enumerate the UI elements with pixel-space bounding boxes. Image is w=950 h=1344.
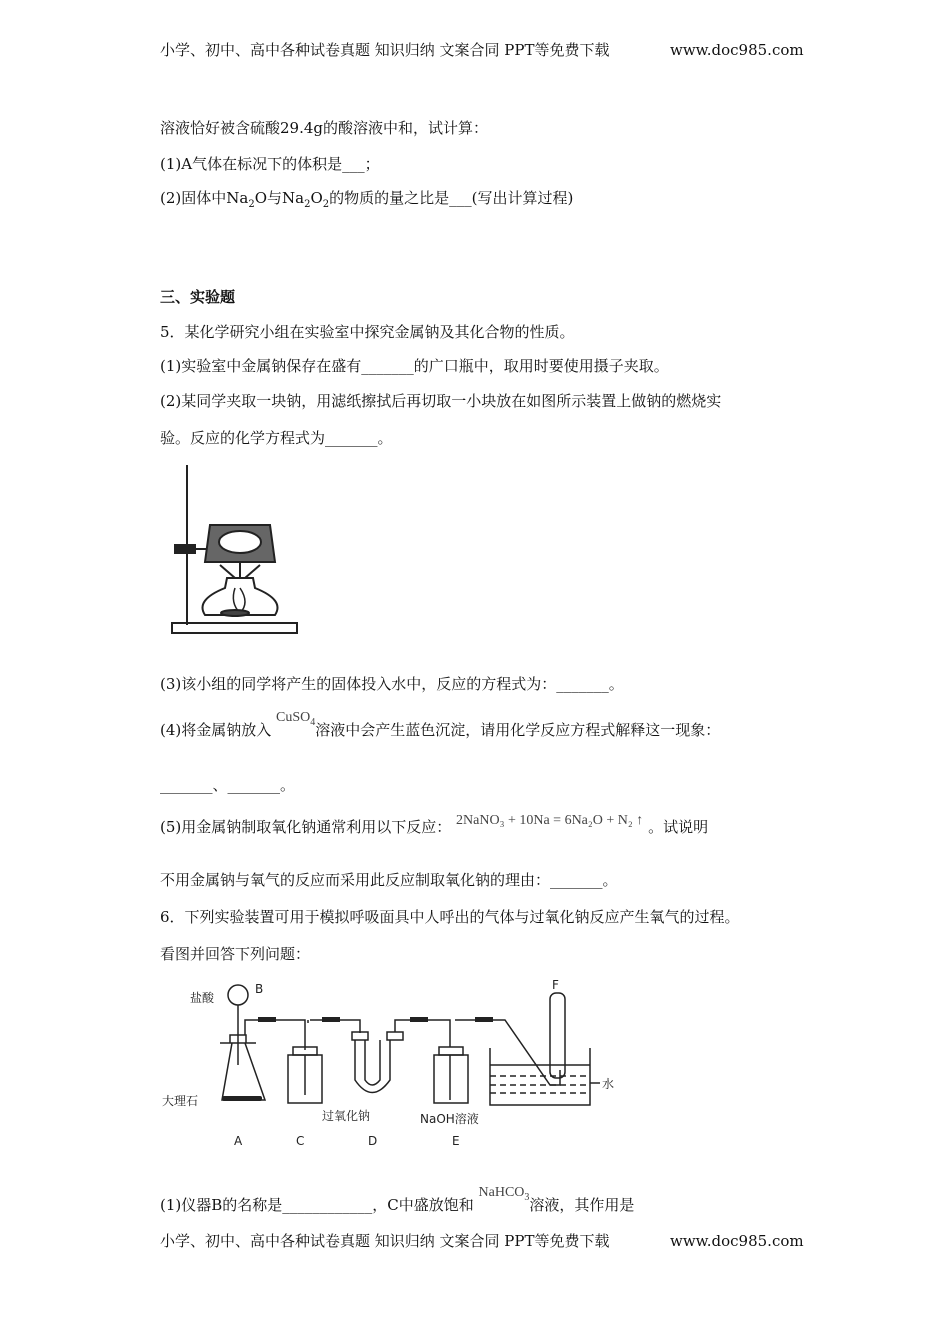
label-naoh: NaOH溶液 bbox=[420, 1112, 479, 1126]
q6-title: 6．下列实验装置可用于模拟呼吸面具中人呼出的气体与过氧化钠反应产生氧气的过程。 bbox=[160, 908, 740, 926]
label-marble: 大理石 bbox=[162, 1094, 199, 1108]
header-text: 小学、初中、高中各种试卷真题 知识归纳 文案合同 PPT等免费下载 bbox=[160, 41, 610, 59]
q5-part2-cont: 验。反应的化学方程式为_______。 bbox=[160, 429, 393, 447]
t: 的物质的量之比是___(写出计算过程) bbox=[329, 189, 574, 207]
cuso4-formula bbox=[276, 710, 316, 728]
t: 2 bbox=[248, 199, 255, 210]
t: CuSO bbox=[276, 710, 311, 725]
label-c: C bbox=[296, 1134, 305, 1148]
t: (5)用金属钠制取氧化钠通常利用以下反应： bbox=[160, 818, 452, 836]
label-hcl: 盐酸 bbox=[190, 991, 215, 1005]
q6-part1 bbox=[160, 1185, 635, 1222]
q6-prompt: 看图并回答下列问题： bbox=[160, 945, 311, 963]
label-na2o2: 过氧化钠 bbox=[322, 1109, 371, 1123]
footer-url[interactable]: www.doc985.com bbox=[670, 1232, 804, 1250]
reaction-equation: 2NaNO₃ + 10Na = 6Na₂O + N₂ ↑ bbox=[456, 813, 644, 828]
label-water: 水 bbox=[602, 1077, 615, 1091]
oxygen-generation-apparatus-figure bbox=[150, 975, 650, 1155]
t: 2 bbox=[304, 199, 311, 210]
t: 溶液，其作用是 bbox=[529, 1196, 635, 1214]
t: (4)将金属钠放入 bbox=[160, 721, 272, 739]
q4-intro: 溶液恰好被含硫酸29.4g的酸溶液中和，试计算： bbox=[160, 119, 489, 137]
label-b: B bbox=[255, 982, 264, 996]
q5-part5 bbox=[160, 813, 709, 839]
sodium-burning-apparatus-figure bbox=[165, 460, 305, 640]
q5-part3: (3)该小组的同学将产生的固体投入水中，反应的方程式为：_______。 bbox=[160, 675, 624, 693]
q5-part2: (2)某同学夹取一块钠，用滤纸擦拭后再切取一小块放在如图所示装置上做钠的燃烧实 bbox=[160, 392, 722, 410]
q5-part1: (1)实验室中金属钠保存在盛有_______的广口瓶中，取用时要使用摄子夹取。 bbox=[160, 357, 669, 375]
header-url[interactable]: www.doc985.com bbox=[670, 41, 804, 59]
label-a: A bbox=[234, 1134, 243, 1148]
q4-part1: (1)A气体在标况下的体积是___； bbox=[160, 155, 380, 173]
label-e: E bbox=[452, 1134, 460, 1148]
q5-part4 bbox=[160, 710, 721, 747]
label-f: F bbox=[552, 978, 559, 992]
t: (2)固体中Na bbox=[160, 189, 249, 207]
t: 4 bbox=[310, 716, 316, 728]
t: NaHCO bbox=[478, 1185, 525, 1200]
label-d: D bbox=[368, 1134, 378, 1148]
t: 3 bbox=[524, 1191, 530, 1203]
q4-part2 bbox=[160, 188, 573, 215]
t: 2 bbox=[322, 199, 330, 210]
nahco3-formula bbox=[478, 1185, 530, 1203]
q5-part4-blanks: _______、_______。 bbox=[160, 776, 296, 794]
t: (1)仪器B的名称是____________，C中盛放饱和 bbox=[160, 1196, 474, 1214]
t: 。试说明 bbox=[648, 818, 709, 836]
section-heading: 三、实验题 bbox=[160, 288, 236, 306]
q5-title: 5．某化学研究小组在实验室中探究金属钠及其化合物的性质。 bbox=[160, 323, 575, 341]
q5-part5-cont: 不用金属钠与氧气的反应而采用此反应制取氧化钠的理由：_______。 bbox=[160, 871, 618, 889]
t: O bbox=[310, 189, 323, 207]
footer-text: 小学、初中、高中各种试卷真题 知识归纳 文案合同 PPT等免费下载 bbox=[160, 1232, 610, 1250]
t: 溶液中会产生蓝色沉淀，请用化学反应方程式解释这一现象： bbox=[315, 721, 721, 739]
t: O与Na bbox=[254, 189, 305, 207]
